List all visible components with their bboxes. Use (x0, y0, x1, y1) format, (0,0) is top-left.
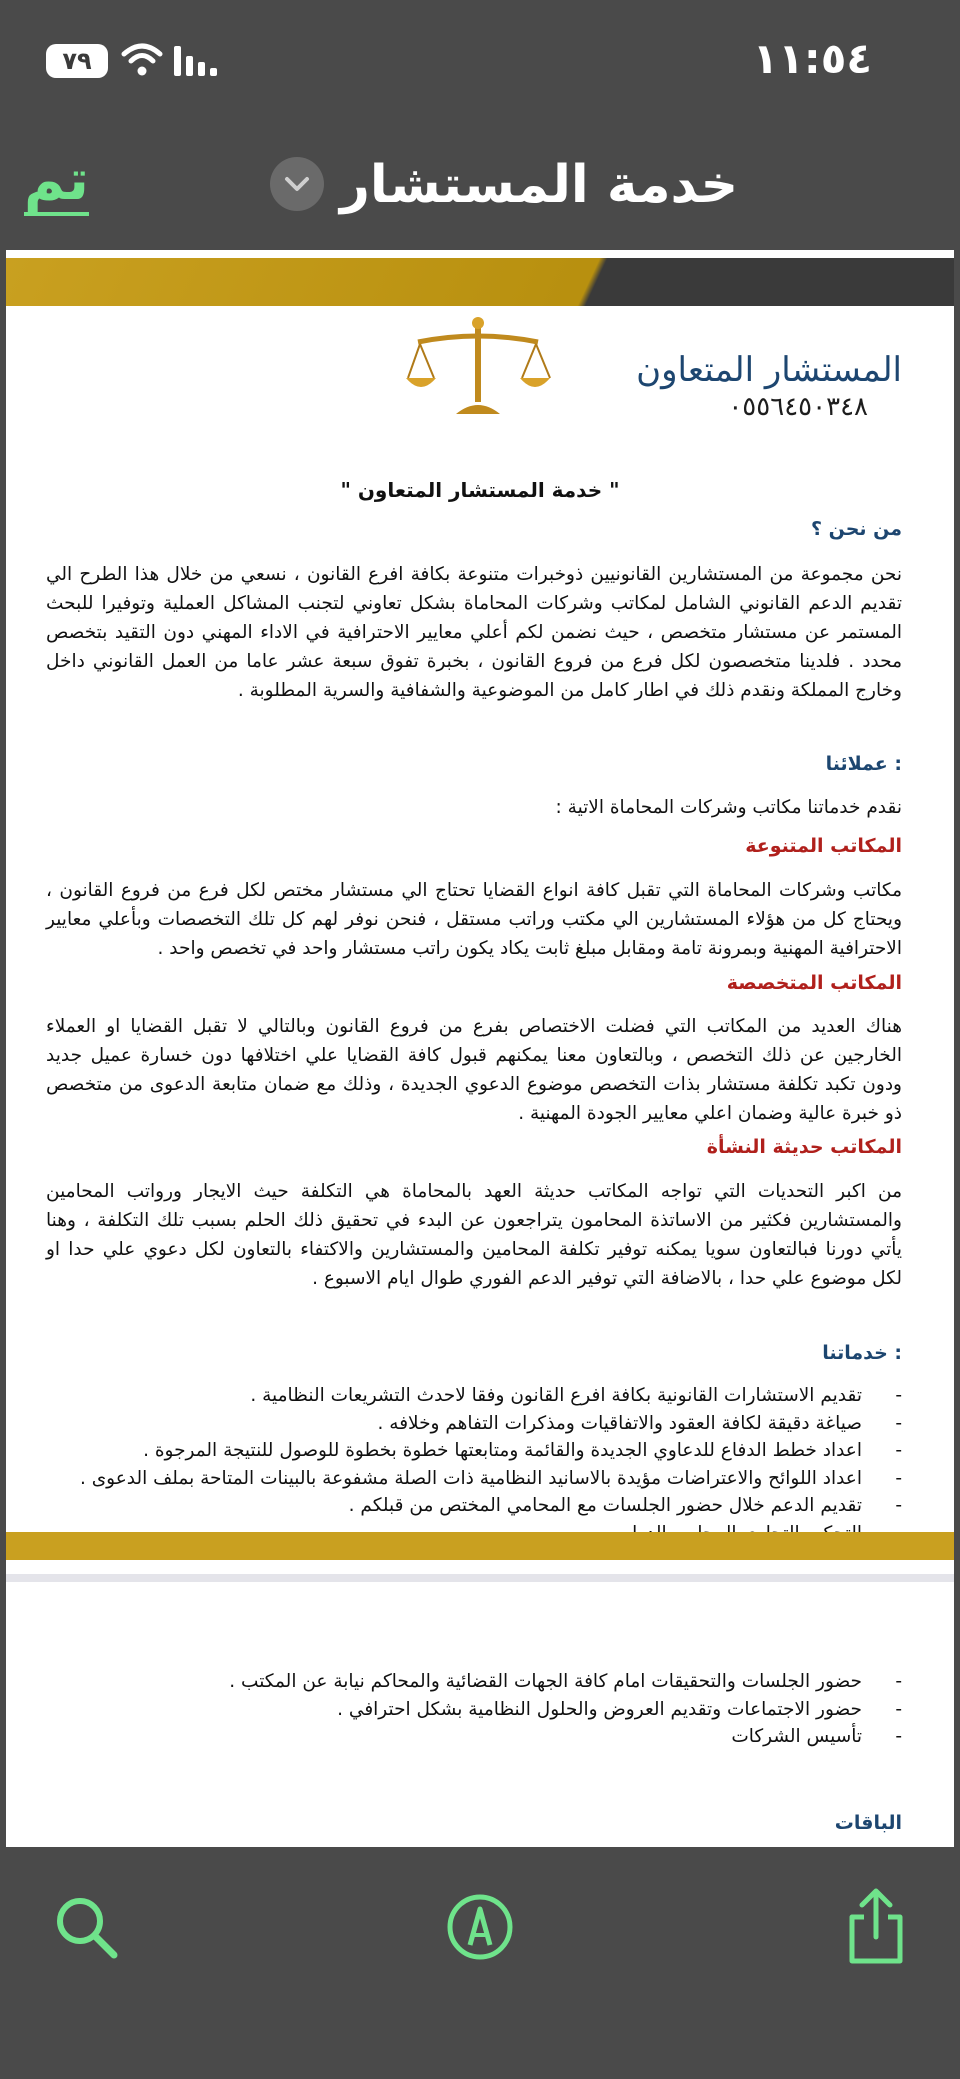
list-item: - تأسيس الشركات (229, 1723, 902, 1751)
gold-divider-band (6, 1532, 954, 1560)
document-title: " خدمة المستشار المتعاون " (340, 478, 620, 502)
page-break (6, 1574, 954, 1582)
new-offices-text: من اكبر التحديات التي تواجه المكاتب حديثة العهد بالمحاماة هي التكلفة حيث الايجار ورواتب المحامين والمستشارين فكثير من الاساتذة المحامون يتراجعون عن البدء في تحقيق ذلك الحلم بسبب تلك التكلفة ، وهنا يأتي دورنا فبالتعاون سويا يمكنه توفير تكلفة المحامين والمستشارين والاكتفاء بالتعاون لكل دعوي علي حدا او لكل موضوع علي حدا ، بالاضافة التي توفير الدعم الفوري طوال ايام الاسبوع . (46, 1181, 902, 1289)
title-menu-button[interactable] (270, 157, 324, 211)
list-item: - تقديم الدعم خلال حضور الجلسات مع المحامي المختص من قبلكم . (80, 1492, 902, 1520)
diverse-offices-heading: المكاتب المتنوعة (745, 835, 902, 857)
status-bar (0, 0, 960, 120)
scales-of-justice-logo (404, 316, 552, 416)
done-button[interactable]: تم (24, 150, 89, 216)
services-list-continued (229, 1668, 902, 1751)
share-icon (840, 1887, 912, 1967)
list-item: - تقديم الاستشارات القانونية بكافة افرع القانون وفقا لاحدث التشريعات النظامية . (80, 1382, 902, 1410)
list-item: - اعداد اللوائح والاعتراضات مؤيدة بالاسانيد النظامية ذات الصلة مشفوعة بالبينات المتاحة بملف الدعوى . (80, 1465, 902, 1493)
brand-name: المستشار المتعاون (636, 350, 902, 390)
share-button[interactable] (836, 1887, 916, 1967)
list-item: - حضور الجلسات والتحقيقات امام كافة الجهات القضائية والمحاكم نيابة عن المكتب . (229, 1668, 902, 1696)
status-time: ١١:٥٤ (752, 34, 872, 83)
list-item: - اعداد خطط الدفاع للدعاوي الجديدة والقائمة ومتابعتها خطوة بخطوة للوصول للنتيجة المرجوة . (80, 1437, 902, 1465)
page-title: خدمة المستشار (340, 155, 739, 215)
packages-heading: الباقات (834, 1812, 902, 1834)
about-text: نحن مجموعة من المستشارين القانونيين ذوخبرات متنوعة بكافة افرع القانون ، نسعي من خلال هذا الطرح الي تقديم الدعم القانوني الشامل لمكاتب وشركات المحاماة بشكل تعاوني لتجنب المشاكل العملية وتوفيرا للبحث المستمر عن مستشار متخصص ، حيث نضمن لكم أعلي معايير الاحترافية في الاداء المهني دون التقيد بتخصص محدد . فلدينا متخصصون لكل فرع من فروع القانون ، بخبرة تفوق سبعة عشر عاما من العمل القانوني داخل وخارج المملكة ونقدم ذلك في اطار كامل من الموضوعية والشفافية والسرية المطلوبة . (46, 564, 902, 701)
services-list (80, 1382, 902, 1547)
specialized-offices-heading: المكاتب المتخصصة (726, 972, 902, 994)
bottom-toolbar (0, 1847, 960, 2079)
brand-phone: ٠٥٥٦٤٥٠٣٤٨ (728, 392, 868, 422)
header-band (6, 258, 954, 306)
wifi-icon (120, 42, 164, 78)
markup-button[interactable] (440, 1887, 520, 1967)
clients-heading: عملائنا : (825, 753, 902, 775)
search-icon (50, 1891, 122, 1963)
clients-intro: نقدم خدماتنا مكاتب وشركات المحاماة الاتية : (555, 797, 902, 818)
list-item: - حضور الاجتماعات وتقديم العروض والحلول النظامية بشكل احترافي . (229, 1696, 902, 1724)
document-page[interactable] (6, 250, 954, 1847)
list-item: - صياغة دقيقة لكافة العقود والاتفاقيات ومذكرات التفاهم وخلافه . (80, 1410, 902, 1438)
about-heading: من نحن ؟ (810, 518, 902, 540)
search-button[interactable] (46, 1887, 126, 1967)
services-heading: خدماتنا : (822, 1342, 902, 1364)
new-offices-heading: المكاتب حديثة النشأة (706, 1136, 902, 1158)
battery-indicator: ٧٩ (46, 44, 108, 78)
chevron-down-icon (284, 175, 310, 193)
diverse-offices-text: مكاتب وشركات المحاماة التي تقبل كافة انواع القضايا تحتاج الي مستشار مختص لكل فرع من فروع القانون ، ويحتاج كل من هؤلاء المستشارين الي مكتب وراتب مستقل ، فنحن نوفر لهم كل تلك التخصصات وبأعلي معايير الاحترافية المهنية وبمرونة تامة ومقابل مبلغ ثابت يكاد يكون راتب مستشار واحد في تخصص واحد . (46, 880, 902, 959)
specialized-offices-text: هناك العديد من المكاتب التي فضلت الاختصاص بفرع من فروع القانون وبالتالي لا تقبل القضايا او العملاء الخارجين عن ذلك التخصص ، وبالتعاون معنا يمكنهم قبول كافة القضايا علي اختلافها دون خسارة عميل جديد ودون تكبد تكلفة مستشار بذات التخصص موضوع الدعوي الجديدة ، وذلك مع ضمان متابعة الدعوى من متخصص ذو خبرة عالية وضمان اعلي معايير الجودة المهنية . (46, 1016, 902, 1124)
markup-icon (444, 1891, 516, 1963)
top-nav (0, 140, 960, 240)
signal-icon (172, 42, 220, 78)
